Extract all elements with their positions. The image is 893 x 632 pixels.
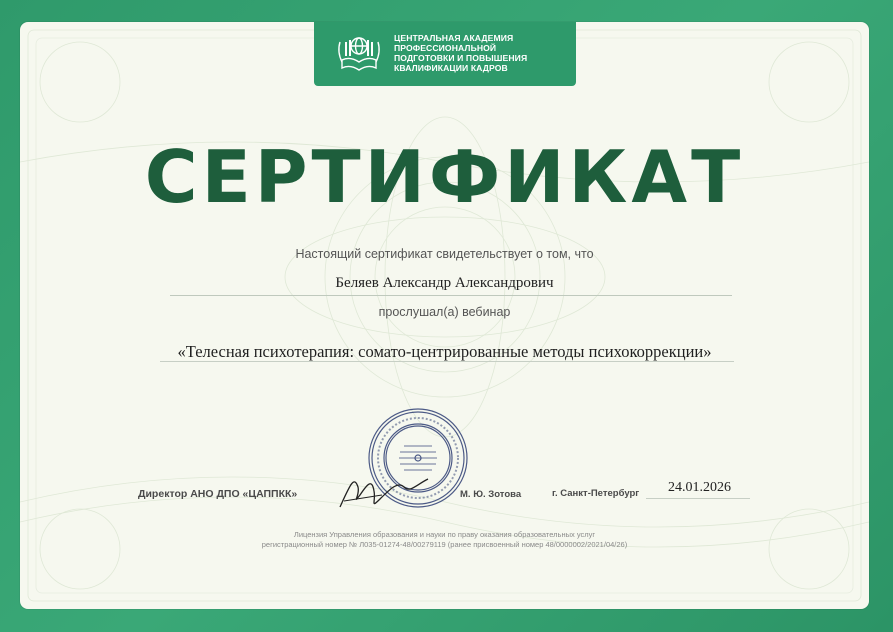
- divider: [170, 295, 732, 296]
- recipient-name: Беляев Александр Александрович: [335, 275, 554, 291]
- signature-icon: [320, 465, 440, 515]
- organization-name-line: ЦЕНТРАЛЬНАЯ АКАДЕМИЯ: [394, 33, 514, 43]
- organization-name-line: КВАЛИФИКАЦИИ КАДРОВ: [394, 63, 508, 73]
- organization-name-line: ПРОФЕССИОНАЛЬНОЙ: [394, 43, 497, 53]
- organization-name-line: ПОДГОТОВКИ И ПОВЫШЕНИЯ: [394, 53, 528, 63]
- header-tab: [314, 22, 576, 86]
- divider: [646, 498, 750, 499]
- license-line: Лицензия Управления образования и науки по праву оказания образовательных услуг: [293, 530, 596, 539]
- certificate-title: СЕРТИФИКАТ: [144, 135, 745, 219]
- open-book-globe-laurel-icon: [336, 32, 382, 76]
- city-label: г. Санкт-Петербург: [552, 488, 640, 499]
- intro-text: Настоящий сертификат свидетельствует о том, что: [295, 247, 594, 261]
- issue-date: 24.01.2026: [668, 480, 731, 495]
- action-text: прослушал(а) вебинар: [378, 305, 511, 319]
- director-label: Директор АНО ДПО «ЦАППКК»: [138, 488, 298, 500]
- organization-name: [394, 33, 574, 73]
- signer-name: М. Ю. Зотова: [460, 489, 522, 500]
- license-line: регистрационный номер № Л035-01274-48/00279119 (ранее присвоенный номер 48/0000002/2021/04/26): [261, 540, 628, 549]
- divider: [160, 361, 734, 362]
- webinar-title: «Телесная психотерапия: сомато-центрированные методы психокоррекции»: [177, 342, 712, 361]
- license-info: [20, 530, 869, 550]
- certificate-sheet: [20, 22, 869, 609]
